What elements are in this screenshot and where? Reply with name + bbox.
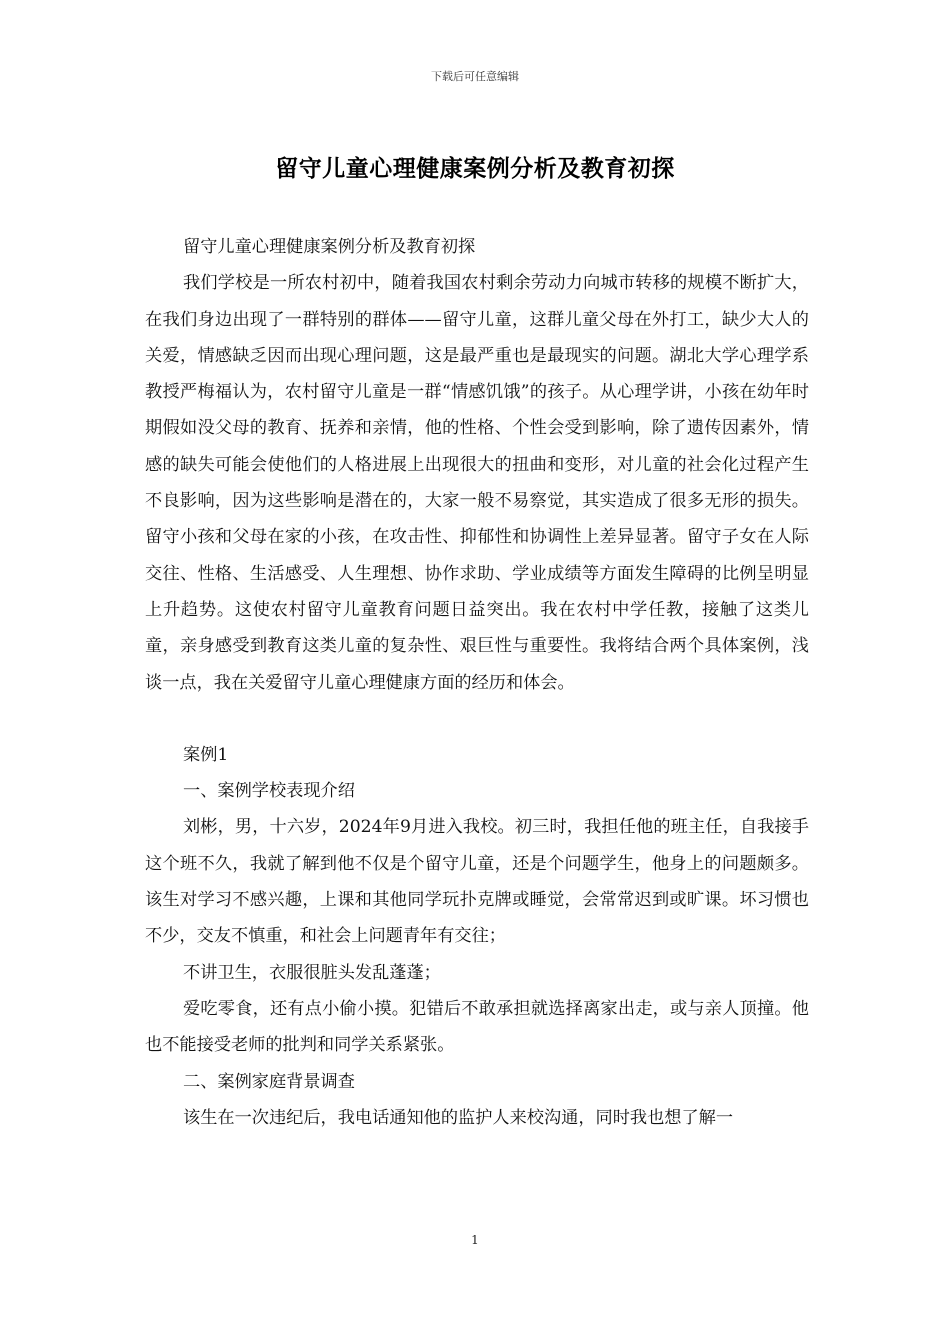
paragraph-family-background: 该生在一次违纪后，我电话通知他的监护人来校沟通，同时我也想了解一 [183,1107,734,1128]
paragraph-hygiene: 不讲卫生，衣服很脏头发乱蓬蓬； [183,962,441,983]
paragraph-section-2-heading: 二、案例家庭背景调查 [183,1071,355,1092]
page-number: 1 [471,1233,479,1247]
paragraph-intro: 我们学校是一所农村初中，随着我国农村剩余劳动力向城市转移的规模不断扩大，在我们身边出现了一群特别的群体——留守儿童，这群儿童父母在外打工，缺少大人的关爱，情感缺乏因而出现心理问题，这是最严重也是最现实的问题。湖北大学心理学系教授严梅福认为，农村留守儿童是一群“情感饥饿”的孩子。从心理学讲，小孩在幼年时期假如没父母的教育、抚养和亲情，他的性格、个性会受到影响，除了遗传因素外，情感的缺失可能会使他们的人格进展上出现很大的扭曲和变形，对儿童的社会化过程产生不良影响，因为这些影响是潜在的，大家一般不易察觉，其实造成了很多无形的损失。留守小孩和父母在家的小孩，在攻击性、抑郁性和协调性上差异显著。留守子女在人际交往、性格、生活感受、人生理想、协作求助、学业成绩等方面发生障碍的比例呈明显上升趋势。这使农村留守儿童教育问题日益突出。我在农村中学任教，接触了这类儿童，亲身感受到教育这类儿童的复杂性、艰巨性与重要性。我将结合两个具体案例，浅谈一点，我在关爱留守儿童心理健康方面的经历和体会。 [145,273,809,693]
paragraph-gap [145,701,809,737]
header-note: 下载后可任意编辑 [431,70,519,83]
document-title: 留守儿童心理健康案例分析及教育初探 [275,156,675,182]
paragraph-case-label: 案例1 [183,744,229,765]
paragraph-behavior: 爱吃零食，还有点小偷小摸。犯错后不敢承担就选择离家出走，或与亲人顶撞。他也不能接受老师的批判和同学关系紧张。 [145,998,809,1056]
paragraph-section-1-heading: 一、案例学校表现介绍 [183,781,355,802]
document-body [145,229,809,1136]
paragraph-subtitle: 留守儿童心理健康案例分析及教育初探 [183,237,476,257]
paragraph-case-description: 刘彬，男，十六岁，2024年9月进入我校。初三时，我担任他的班主任，自我接手这个班不久，我就了解到他不仅是个留守儿童，还是个问题学生，他身上的问题颇多。该生对学习不感兴趣，上课和其他同学玩扑克牌或睡觉，会常常迟到或旷课。坏习惯也不少，交友不慎重，和社会上问题青年有交往； [145,817,809,947]
